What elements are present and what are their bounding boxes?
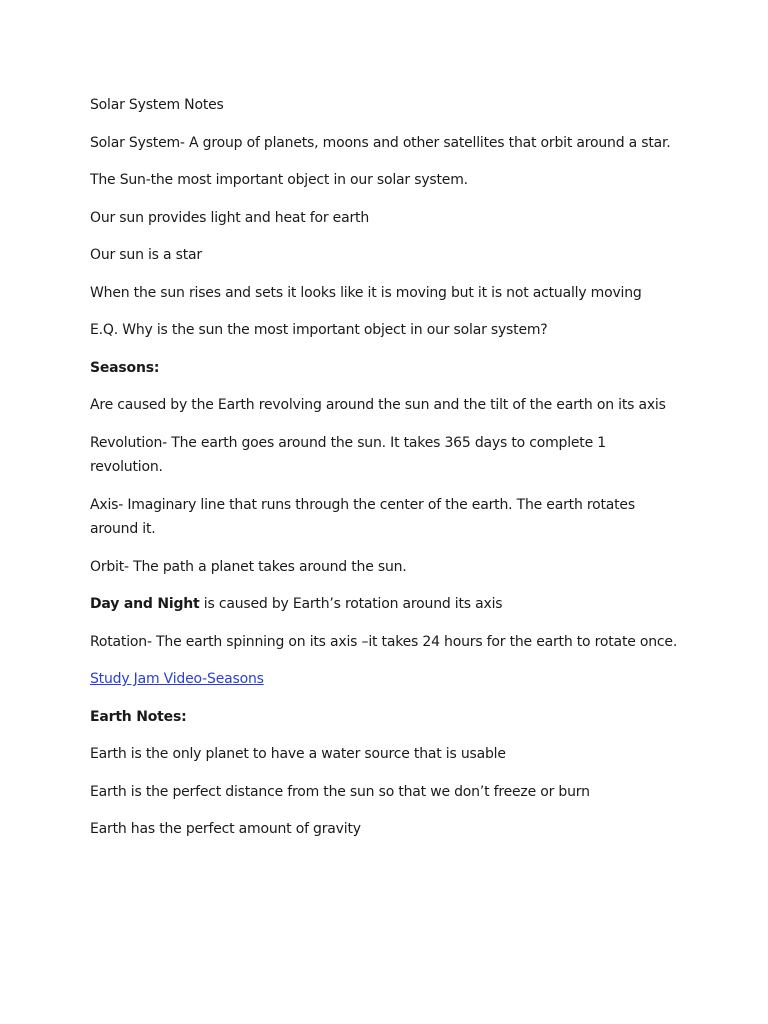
study-jam-video-link[interactable]: Study Jam Video-Seasons [90,671,264,687]
day-night-rest: is caused by Earth’s rotation around its axis [199,596,503,612]
axis-definition: Axis- Imaginary line that runs through the center of the earth. The earth rotates around it. [90,496,635,537]
rotation-definition: Rotation- The earth spinning on its axis –it takes 24 hours for the earth to rotate once. [90,633,678,650]
day-night-note [90,592,680,617]
seasons-cause: Are caused by the Earth revolving around the sun and the tilt of the earth on its axis [90,397,666,413]
earth-distance-note: Earth is the perfect distance from the sun so that we don’t freeze or burn [90,783,590,800]
day-night-bold: Day and Night [90,596,200,612]
sun-star-note: Our sun is a star [90,247,202,263]
earth-water-note: Earth is the only planet to have a water source that is usable [90,746,506,762]
essential-question: E.Q. Why is the sun the most important object in our solar system? [90,322,548,338]
document-title: Solar System Notes [90,97,224,113]
document-body [90,93,680,855]
sun-light-note: Our sun provides light and heat for earth [90,209,369,226]
video-link-paragraph [90,667,680,692]
earth-notes-heading: Earth Notes: [90,708,187,725]
solar-system-definition: Solar System- A group of planets, moons and other satellites that orbit around a star. [90,134,671,151]
sun-moving-note: When the sun rises and sets it looks like it is moving but it is not actually moving [90,284,642,301]
revolution-definition: Revolution- The earth goes around the sun. It takes 365 days to complete 1 revolution. [90,434,606,475]
orbit-definition: Orbit- The path a planet takes around the sun. [90,558,407,575]
seasons-heading: Seasons: [90,359,160,376]
earth-gravity-note: Earth has the perfect amount of gravity [90,821,361,837]
sun-definition: The Sun-the most important object in our solar system. [90,172,468,188]
